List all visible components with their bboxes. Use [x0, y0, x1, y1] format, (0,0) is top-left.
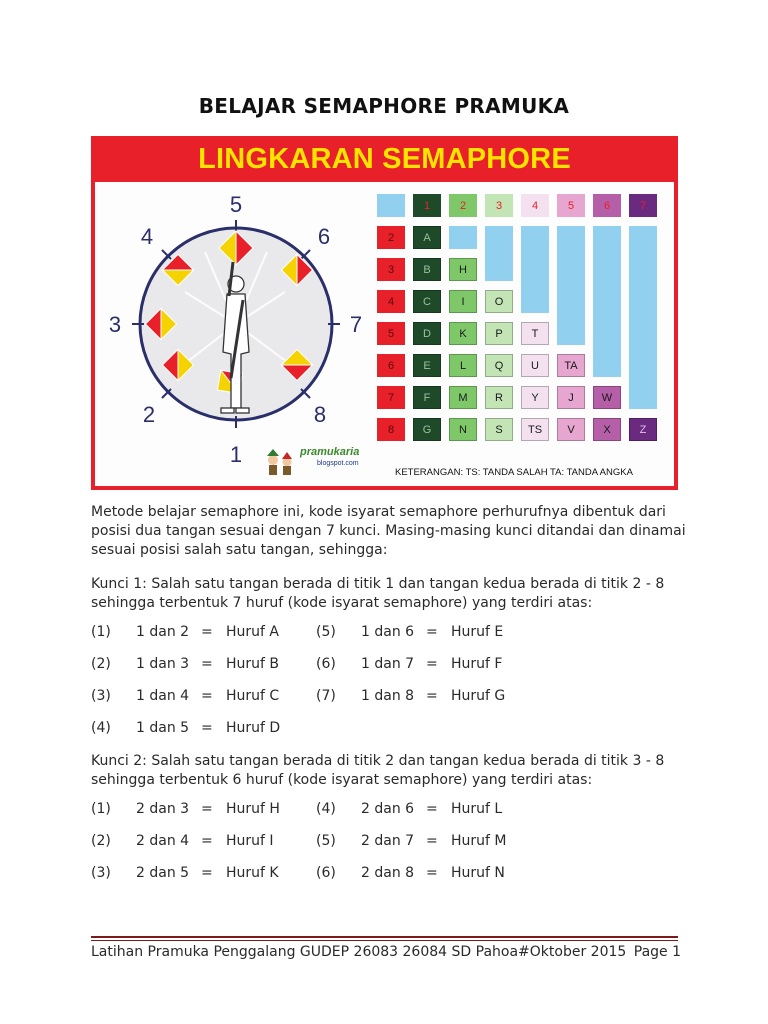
kunci-1-item-pair: 1 dan 4 — [136, 688, 190, 704]
kunci-1-item-n: (5) — [316, 624, 336, 640]
grid-letter-m: M — [449, 386, 477, 409]
footer-text: Latihan Pramuka Penggalang GUDEP 26083 26084 SD Pahoa#Oktober 2015 — [91, 944, 627, 960]
grid-side-5: 5 — [377, 322, 405, 345]
grid-sky-column-2 — [449, 226, 477, 249]
page-title: BELAJAR SEMAPHORE PRAMUKA — [198, 94, 570, 118]
grid-letter-ta: TA — [557, 354, 585, 377]
grid-sky-column-7 — [629, 226, 657, 409]
kunci-1-item-pair: 1 dan 2 — [136, 624, 190, 640]
grid-corner-cell — [377, 194, 405, 217]
kunci-1-item-h: Huruf D — [226, 720, 281, 736]
kunci-1-item-pair: 1 dan 3 — [136, 656, 190, 672]
kunci-1-item-n: (2) — [91, 656, 111, 672]
kunci-2-item-pair: 2 dan 3 — [136, 801, 190, 817]
circle-number-1: 1 — [229, 442, 243, 467]
kunci-1-item-eq: = — [201, 656, 213, 672]
kunci-1-paragraph: Kunci 1: Salah satu tangan berada di titik 1 dan tangan kedua berada di titik 2 - 8 sehingga terbentuk 7 huruf (kode isyarat semaphore) yang terdiri atas: — [91, 576, 665, 611]
grid-letter-s: S — [485, 418, 513, 441]
kunci-2-item-h: Huruf L — [451, 801, 503, 817]
grid-sky-column-3 — [485, 226, 513, 281]
grid-sky-column-6 — [593, 226, 621, 377]
kunci-2-item-eq: = — [201, 833, 213, 849]
grid-letter-o: O — [485, 290, 513, 313]
circle-number-5: 5 — [229, 192, 243, 217]
kunci-1-item-h: Huruf C — [226, 688, 280, 704]
grid-letter-h: H — [449, 258, 477, 281]
semaphore-circle-diagram — [95, 182, 365, 486]
kunci-1-item-eq: = — [201, 624, 213, 640]
kunci-2-item-h: Huruf M — [451, 833, 507, 849]
kunci-2-item-h: Huruf H — [226, 801, 280, 817]
kunci-1-item-n: (3) — [91, 688, 111, 704]
grid-letter-v: V — [557, 418, 585, 441]
logo-subtext: blogspot.com — [317, 460, 359, 467]
intro-paragraph: Metode belajar semaphore ini, kode isyarat semaphore perhurufnya dibentuk dari posisi dua tangan sesuai dengan 7 kunci. Masing-masing kunci ditandai dan dinamai sesuai posisi salah satu tangan, sehingga: — [91, 504, 686, 558]
grid-header-5: 5 — [557, 194, 585, 217]
logo-text: pramukaria — [300, 446, 360, 458]
kunci-1-item-h: Huruf A — [226, 624, 279, 640]
kunci-2-item-pair: 2 dan 6 — [361, 801, 415, 817]
grid-letter-x: X — [593, 418, 621, 441]
kunci-1-item-h: Huruf G — [451, 688, 506, 704]
kunci-1-item-n: (4) — [91, 720, 111, 736]
grid-header-2: 2 — [449, 194, 477, 217]
grid-header-3: 3 — [485, 194, 513, 217]
banner-content — [95, 182, 674, 486]
grid-sky-column-4 — [521, 226, 549, 313]
grid-letter-z: Z — [629, 418, 657, 441]
footer-divider-thin — [91, 940, 678, 941]
kunci-2-item-eq: = — [201, 801, 213, 817]
kunci-2-item-eq: = — [201, 865, 213, 881]
kunci-2-item-eq: = — [426, 833, 438, 849]
grid-side-3: 3 — [377, 258, 405, 281]
kunci-2-item-n: (3) — [91, 865, 111, 881]
kunci-1-item-n: (1) — [91, 624, 111, 640]
kunci-2-item-n: (5) — [316, 833, 336, 849]
grid-side-4: 4 — [377, 290, 405, 313]
kunci-1-item-h: Huruf B — [226, 656, 280, 672]
kunci-2-item-pair: 2 dan 5 — [136, 865, 190, 881]
kunci-1-item-h: Huruf F — [451, 656, 503, 672]
grid-letter-b: B — [413, 258, 441, 281]
kunci-2-item-h: Huruf K — [226, 865, 279, 881]
kunci-2-item-eq: = — [426, 801, 438, 817]
grid-letter-ts: TS — [521, 418, 549, 441]
kunci-1-item-eq: = — [201, 720, 213, 736]
kunci-1-item-n: (7) — [316, 688, 336, 704]
grid-letter-y: Y — [521, 386, 549, 409]
grid-side-8: 8 — [377, 418, 405, 441]
footer-divider — [91, 936, 678, 938]
kunci-1-item-pair: 1 dan 8 — [361, 688, 415, 704]
kunci-2-item-n: (6) — [316, 865, 336, 881]
semaphore-circle-area — [95, 182, 365, 486]
grid-letter-t: T — [521, 322, 549, 345]
grid-letter-k: K — [449, 322, 477, 345]
grid-letter-r: R — [485, 386, 513, 409]
kunci-1-item-eq: = — [201, 688, 213, 704]
grid-letter-c: C — [413, 290, 441, 313]
grid-letter-l: L — [449, 354, 477, 377]
kunci-2-item-pair: 2 dan 4 — [136, 833, 190, 849]
kunci-2-item-h: Huruf N — [451, 865, 505, 881]
banner-title: LINGKARAN SEMAPHORE — [198, 143, 571, 175]
kunci-1-item-eq: = — [426, 688, 438, 704]
semaphore-banner — [91, 136, 678, 490]
circle-number-6: 6 — [317, 224, 331, 249]
grid-letter-i: I — [449, 290, 477, 313]
grid-letter-g: G — [413, 418, 441, 441]
kunci-2-item-eq: = — [426, 865, 438, 881]
page-footer — [91, 944, 681, 960]
grid-side-6: 6 — [377, 354, 405, 377]
kunci-2-item-n: (2) — [91, 833, 111, 849]
grid-letter-d: D — [413, 322, 441, 345]
grid-header-7: 7 — [629, 194, 657, 217]
kunci-2-item-n: (4) — [316, 801, 336, 817]
grid-letter-w: W — [593, 386, 621, 409]
grid-header-6: 6 — [593, 194, 621, 217]
grid-letter-u: U — [521, 354, 549, 377]
grid-letter-p: P — [485, 322, 513, 345]
page-number: Page 1 — [633, 944, 681, 960]
circle-number-7: 7 — [349, 312, 363, 337]
grid-letter-n: N — [449, 418, 477, 441]
grid-letter-f: F — [413, 386, 441, 409]
kunci-2-item-pair: 2 dan 7 — [361, 833, 415, 849]
kunci-1-item-pair: 1 dan 5 — [136, 720, 190, 736]
kunci-2-paragraph: Kunci 2: Salah satu tangan berada di titik 2 dan tangan kedua berada di titik 3 - 8 sehingga terbentuk 6 huruf (kode isyarat semaphore) yang terdiri atas: — [91, 753, 665, 788]
kunci-1-item-n: (6) — [316, 656, 336, 672]
circle-number-8: 8 — [313, 402, 327, 427]
circle-number-4: 4 — [140, 224, 154, 249]
kunci-2-item-h: Huruf I — [226, 833, 274, 849]
grid-header-4: 4 — [521, 194, 549, 217]
kunci-1-item-pair: 1 dan 7 — [361, 656, 415, 672]
kunci-1-item-pair: 1 dan 6 — [361, 624, 415, 640]
kunci-2-item-pair: 2 dan 8 — [361, 865, 415, 881]
grid-header-1: 1 — [413, 194, 441, 217]
grid-sky-column-5 — [557, 226, 585, 345]
grid-letter-e: E — [413, 354, 441, 377]
kunci-1-item-h: Huruf E — [451, 624, 504, 640]
grid-letter-j: J — [557, 386, 585, 409]
keterangan-note: KETERANGAN: TS: TANDA SALAH TA: TANDA ANGKA — [395, 467, 633, 478]
grid-side-7: 7 — [377, 386, 405, 409]
kunci-1-item-eq: = — [426, 656, 438, 672]
grid-letter-a: A — [413, 226, 441, 249]
kunci-1-item-eq: = — [426, 624, 438, 640]
kunci-2-item-n: (1) — [91, 801, 111, 817]
semaphore-letter-grid — [377, 194, 667, 464]
grid-letter-q: Q — [485, 354, 513, 377]
grid-side-2: 2 — [377, 226, 405, 249]
circle-number-3: 3 — [108, 312, 122, 337]
circle-number-2: 2 — [142, 402, 156, 427]
